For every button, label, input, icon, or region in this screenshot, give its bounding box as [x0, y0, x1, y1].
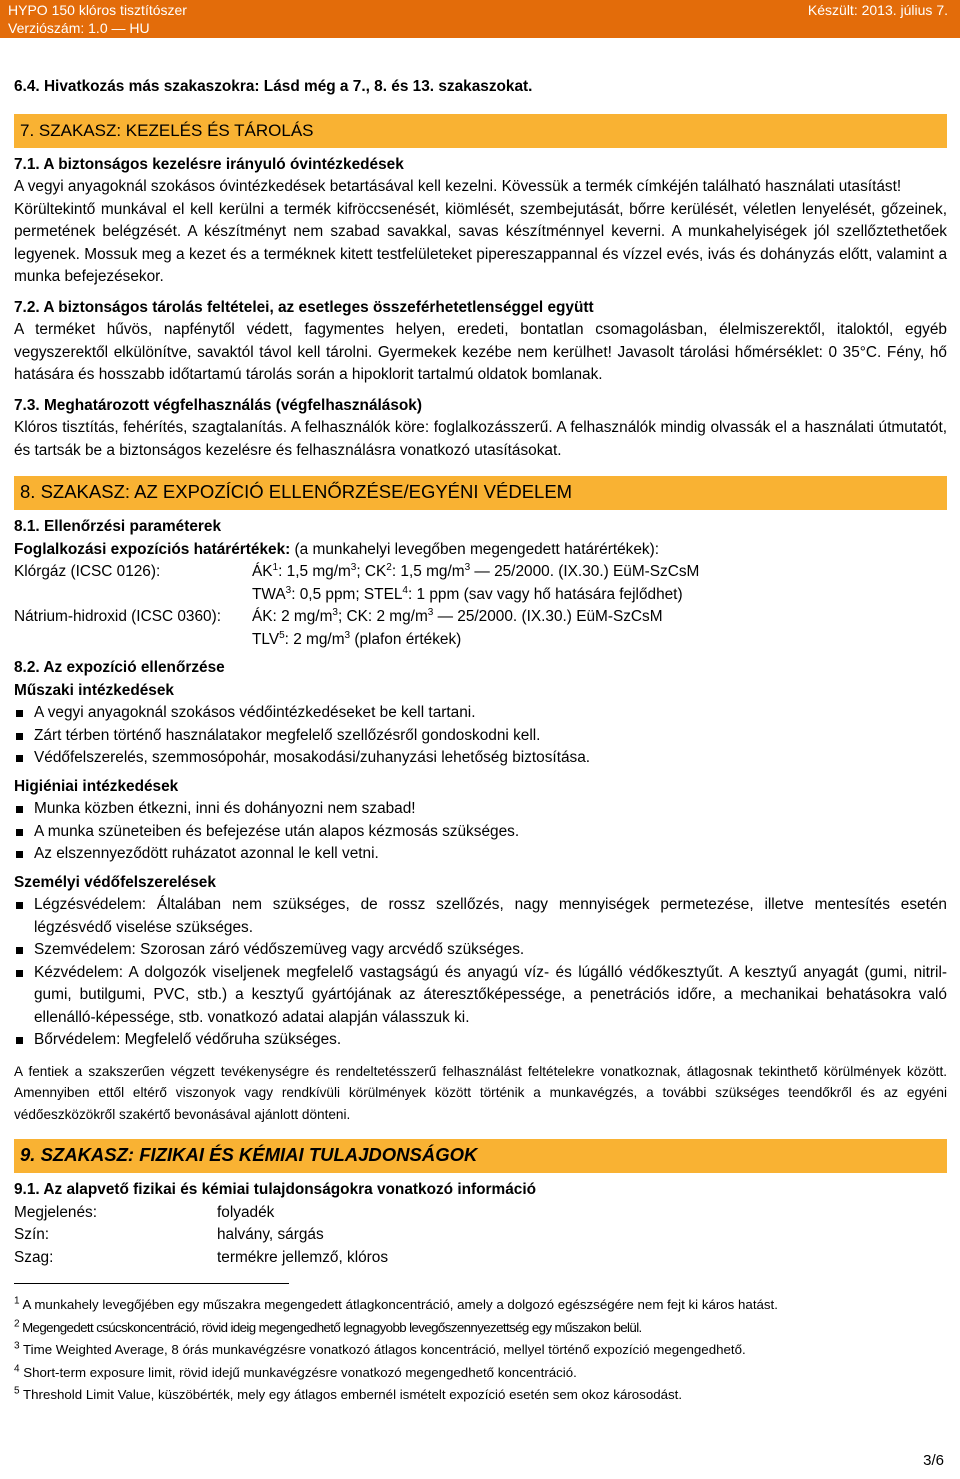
chlorine-row-1 — [14, 561, 947, 584]
hygiene-title: Higiéniai intézkedések — [14, 777, 179, 795]
heading-7-2: 7.2. A biztonságos tárolás feltételei, az esetleges összeférhetetlenséggel együtt — [14, 298, 594, 316]
section-8-band — [14, 476, 947, 510]
property-row: Szín: halvány, sárgás — [14, 1226, 324, 1243]
property-row: Szag: termékre jellemző, klóros — [14, 1248, 389, 1266]
section-8-title: 8. SZAKASZ: AZ EXPOZÍCIÓ ELLENŐRZÉSE/EGYÉNI VÉDELEM — [20, 481, 573, 502]
chlorine-limits-1: $ÁK^1$: 1,5 $mg/m^3$; $CK^2$: 1,5 $mg/m^3$ — 25/2000. (IX.30.) EüM-SzCsM — [252, 561, 700, 580]
tech-measures-list — [14, 702, 947, 770]
naoh-limits-1: ÁK: 2 $mg/m^3$; CK: 2 $mg/m^3$ — 25/2000. (IX.30.) EüM-SzCsM — [252, 606, 663, 625]
list-item: A munka szüneteiben és befejezése után alapos kézmosás szükséges. — [14, 821, 947, 844]
naoh-row-1 — [14, 606, 947, 629]
naoh-row-2 — [14, 629, 947, 652]
version-label: Verziószám: 1.0 — HU — [8, 20, 150, 36]
section-9-title: 9. SZAKASZ: FIZIKAI ÉS KÉMIAI TULAJDONSÁGOK — [20, 1144, 478, 1165]
ppe-list — [14, 894, 947, 1052]
heading-7-3: 7.3. Meghatározott végfelhasználás (végfelhasználások) — [14, 396, 422, 414]
list-item: A vegyi anyagoknál szokásos védőintézkedéseket be kell tartani. — [14, 702, 947, 725]
property-row: Megjelenés: folyadék — [14, 1203, 275, 1221]
list-item: Munka közben étkezni, inni és dohányozni nem szabad! — [14, 798, 947, 821]
heading-8-1: 8.1. Ellenőrzési paraméterek — [14, 518, 222, 535]
list-item: Légzésvédelem: Általában nem szükséges, de rossz szellőzés, nagy mennyiségek permetezése, illetve mentesítés esetén légzésvédő viselése szükséges. — [14, 894, 947, 939]
product-name: HYPO 150 klóros tisztítószer — [8, 2, 187, 18]
ppe-title: Személyi védőfelszerelések — [14, 873, 216, 891]
chlorine-row-2 — [14, 584, 947, 607]
limits-heading-bold: Foglalkozási expozíciós határértékek: — [14, 540, 291, 558]
document-header — [0, 0, 960, 38]
paragraph-7-2: A terméket hűvös, napfénytől védett, fagymentes helyen, eredeti, bontatlan csomagolásban, élelmiszerektől, italoktól, egyéb vegyszerektől elkülönítve, savaktól távol kell tárolni. Gyermekek kezébe nem kerülhet! Javasolt tárolási hőmérséklet: 0 35°C. Fény, hő hatására és hosszabb időtartamú tárolás során a hipoklorit tartalmú oldatok bomlanak. — [14, 321, 947, 383]
tech-measures-title: Műszaki intézkedések — [14, 681, 174, 699]
naoh-name: Nátrium-hidroxid (ICSC 0360): — [14, 608, 221, 625]
footnote-separator — [14, 1283, 289, 1284]
section-7-band — [14, 114, 947, 148]
list-item: Zárt térben történő használatakor megfelelő szellőzésről gondoskodni kell. — [14, 725, 947, 748]
heading-9-1: 9.1. Az alapvető fizikai és kémiai tulajdonságokra vonatkozó információ — [14, 1181, 537, 1198]
section-6-4: 6.4. Hivatkozás más szakaszokra: Lásd még a 7., 8. és 13. szakaszokat. — [14, 78, 533, 95]
paragraph-7-1a: A vegyi anyagoknál szokásos óvintézkedések betartásával kell kezelni. Kövessük a termék címkéjén található használati utasítást! — [14, 178, 902, 195]
note-paragraph: A fentiek a szakszerűen végzett tevékenységre és rendeltetésszerű felhasználást feltételekre vonatkoznak, átlagosnak tekinthető körülmények között. Amennyiben ettől eltérő viszonyok vagy rendkívüli körülmények között történik a munkavégzés, a további szükséges teendőkről és az egyéni védőeszközökről szakértő bevonásával ajánlott dönteni. — [14, 1063, 947, 1122]
date-label: Készült: 2013. július 7. — [807, 2, 948, 18]
paragraph-7-1b: Körültekintő munkával el kell kerülni a termék kifröccsenését, kiömlését, szembejutását, bőrre kerülését, véletlen lenyelését, gőzeinek, permetének belégzését. A készítményt nem szabad savakkal, savas készítménnyel keverni. A munkahelyiségek jól szellőztethetőek legyenek. Mossuk meg a kezet és a terméknek kitett testfelületeket pipereszappannal és vízzel evés, ivás és dohányzás előtt, valamint a munka befejezésekor. — [14, 200, 947, 285]
list-item: Védőfelszerelés, szemmosópohár, mosakodási/zuhanyzási lehetőség biztosítása. — [14, 747, 947, 770]
heading-8-2: 8.2. Az expozíció ellenőrzése — [14, 659, 225, 676]
naoh-limits-2: TLV$^5$: 2 $mg/m^3$ (plafon értékek) — [252, 629, 462, 648]
list-item: Kézvédelem: A dolgozók viseljenek megfelelő vastagságú és anyagú víz- és lúgálló védőkesztyűt. A kesztyű anyagát (gumi, nitril-gumi, butilgumi, PVC, stb.) a kesztyű gyártójának az áteresztőképessége, a penetrációs időre, a mechanikai behatásokra való ellenálló-képessége, stb. vonatkozó adatai alapján válasszuk ki. — [14, 962, 947, 1030]
footnote: $^1$ A munkahely levegőjében egy műszakra megengedett átlagkoncentráció, amely a dolgozó egészségére nem fejt ki káros hatást. — [14, 1295, 778, 1312]
limits-heading — [14, 539, 947, 562]
list-item: Szemvédelem: Szorosan záró védőszemüveg vagy arcvédő szükséges. — [14, 939, 947, 962]
hygiene-list — [14, 798, 947, 866]
paragraph-7-3: Klóros tisztítás, fehérítés, szagtalanítás. A felhasználók köre: foglalkozásszerű. A felhasználók mindig olvassák el a használati útmutatót, és tartsák be a biztonságos kezelésre és felhasználásra vonatkozó utasításokat. — [14, 419, 947, 459]
footnote: $^4$ Short-term exposure limit, rövid idejű munkavégzésre vonatkozó megengedhető koncentráció. — [14, 1363, 577, 1380]
heading-7-1: 7.1. A biztonságos kezelésre irányuló óvintézkedések — [14, 155, 404, 173]
section-7-title: 7. SZAKASZ: KEZELÉS ÉS TÁROLÁS — [20, 120, 314, 140]
section-9-band — [14, 1139, 947, 1173]
footnote: $^3$ Time Weighted Average, 8 órás munkavégzésre vonatkozó átlagos koncentráció, mellyel történő expozíció megengedhető. — [14, 1340, 746, 1357]
footnote: $^2$ Megengedett csúcskoncentráció, rövid ideig megengedhető legnagyobb levegőszennyezettség egy műszakon belül. — [14, 1318, 642, 1335]
list-item: Bőrvédelem: Megfelelő védőruha szükséges. — [14, 1029, 947, 1052]
list-item: Az elszennyeződött ruházatot azonnal le kell vetni. — [14, 843, 947, 866]
chlorine-name: Klórgáz (ICSC 0126): — [14, 563, 161, 580]
limits-heading-rest: (a munkahelyi levegőben megengedett határértékek): — [290, 540, 660, 558]
page-number: 3/6 — [923, 1452, 944, 1469]
footnote: $^5$ Threshold Limit Value, küszöbérték, mely egy átlagos embernél ismételt expozíció esetén sem okoz károsodást. — [14, 1385, 683, 1402]
page-body — [14, 50, 947, 1407]
chlorine-limits-2: TWA$^3$: 0,5 ppm; STEL$^4$: 1 ppm (sav vagy hő hatására fejlődhet) — [252, 584, 683, 603]
